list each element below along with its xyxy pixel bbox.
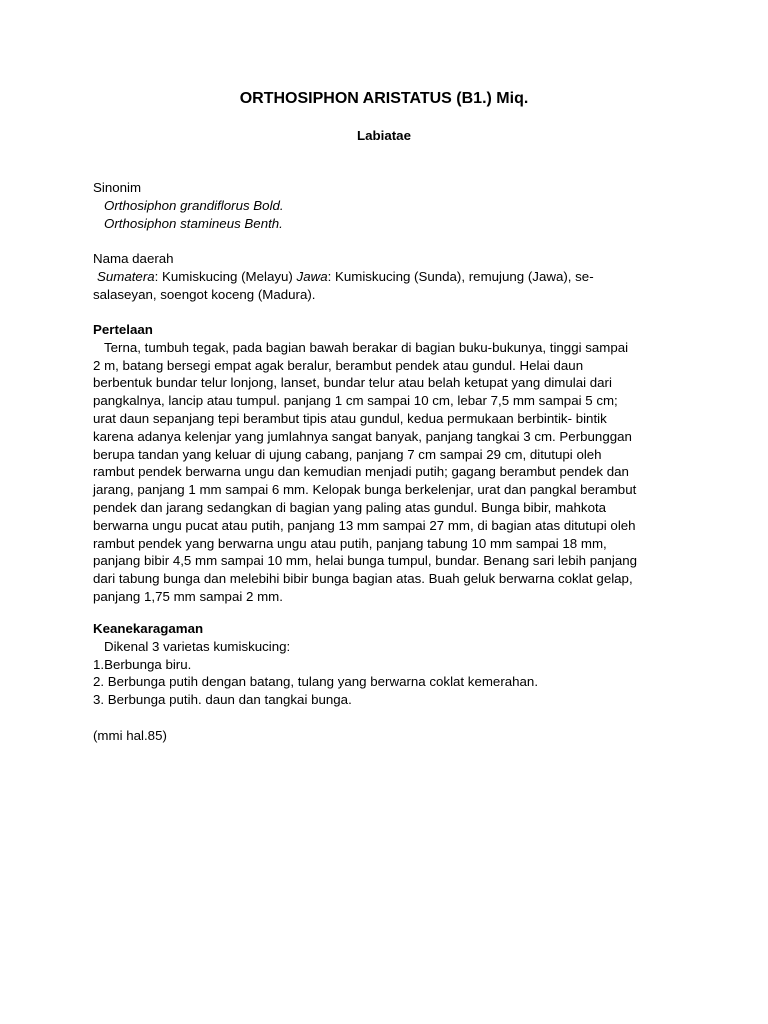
pertelaan-line: berbentuk bundar telur lonjong, lanset, bundar telur atau belah ketupat yang dimulai dari [93,375,612,391]
nama-daerah-line [93,268,683,286]
nama-daerah-text: : Kumiskucing (Melayu) [154,268,297,284]
pertelaan-section [93,321,683,606]
nama-daerah-text: : Kumiskucing (Sunda), remujung (Jawa), se- [327,268,594,284]
pertelaan-line: rambut pendek yang berwarna ungu atau putih, panjang tabung 10 mm sampai 18 mm, [93,535,607,551]
variety-item: 3. Berbunga putih. daun dan tangkai bunga. [93,692,352,708]
pertelaan-line: berupa tandan yang keluar di ujung cabang, panjang 7 cm sampai 29 cm, ditutupi oleh [93,446,602,462]
document-title: ORTHOSIPHON ARISTATUS (B1.) Miq. [239,90,529,107]
nama-daerah-section [93,250,683,303]
pertelaan-line: karena adanya kelenjar yang jumlahnya sangat banyak, panjang tangkai 3 cm. Perbunggan [93,428,632,444]
reference-section [93,727,683,745]
variety-item: 2. Berbunga putih dengan batang, tulang yang berwarna coklat kemerahan. [93,674,539,690]
sinonim-item: Orthosiphon stamineus Benth. [104,215,283,231]
family-name: Labiatae [357,128,411,143]
pertelaan-line: berwarna ungu pucat atau putih, panjang 13 mm sampai 27 mm, di bagian atas ditutupi oleh [93,517,636,533]
keanekaragaman-heading: Keanekaragaman [93,621,204,636]
region-sumatera: Sumatera [97,268,155,284]
variety-item: 1.Berbunga biru. [93,656,192,672]
pertelaan-line: panjang 1,75 mm sampai 2 mm. [93,588,283,604]
pertelaan-line: rambut pendek berwarna ungu dan kemudian menjadi putih; gagang berambut pendek dan [93,464,629,480]
pertelaan-line: jarang, panjang 1 mm sampai 6 mm. Kelopak bunga berkelenjar, urat dan pangkal berambut [93,482,637,498]
nama-daerah-line2: salaseyan, soengot koceng (Madura). [93,286,316,302]
pertelaan-line: dari tabung bunga dan melebihi bibir bunga bagian atas. Buah geluk berwarna coklat gelap, [93,571,633,587]
pertelaan-heading: Pertelaan [93,322,153,337]
keanekaragaman-section [93,620,683,709]
pertelaan-line: pendek dan jarang sedangkan di bagian yang paling atas gundul. Bunga bibir, mahkota [93,499,607,515]
sinonim-section [93,179,683,232]
keanekaragaman-intro: Dikenal 3 varietas kumiskucing: [104,638,291,654]
pertelaan-line: pangkalnya, lancip atau tumpul. panjang 1 cm sampai 10 cm, lebar 7,5 mm sampai 5 cm; [93,393,618,409]
nama-daerah-heading: Nama daerah [93,251,174,266]
pertelaan-line: Terna, tumbuh tegak, pada bagian bawah berakar di bagian buku-bukunya, tinggi sampai [104,339,629,355]
pertelaan-line: 2 m, batang bersegi empat agak beralur, berambut pendek atau gundul. Helai daun [93,357,584,373]
region-jawa: Jawa [296,268,328,284]
reference-text: (mmi hal.85) [93,728,167,743]
sinonim-item: Orthosiphon grandiflorus Bold. [104,197,284,213]
pertelaan-line: panjang bibir 4,5 mm sampai 10 mm, helai bunga tumpul, bundar. Benang sari lebih panjang [93,553,638,569]
pertelaan-line: urat daun sepanjang tepi berambut tipis atau gundul, kedua permukaan berbintik- bintik [93,410,607,426]
sinonim-heading: Sinonim [93,180,142,195]
